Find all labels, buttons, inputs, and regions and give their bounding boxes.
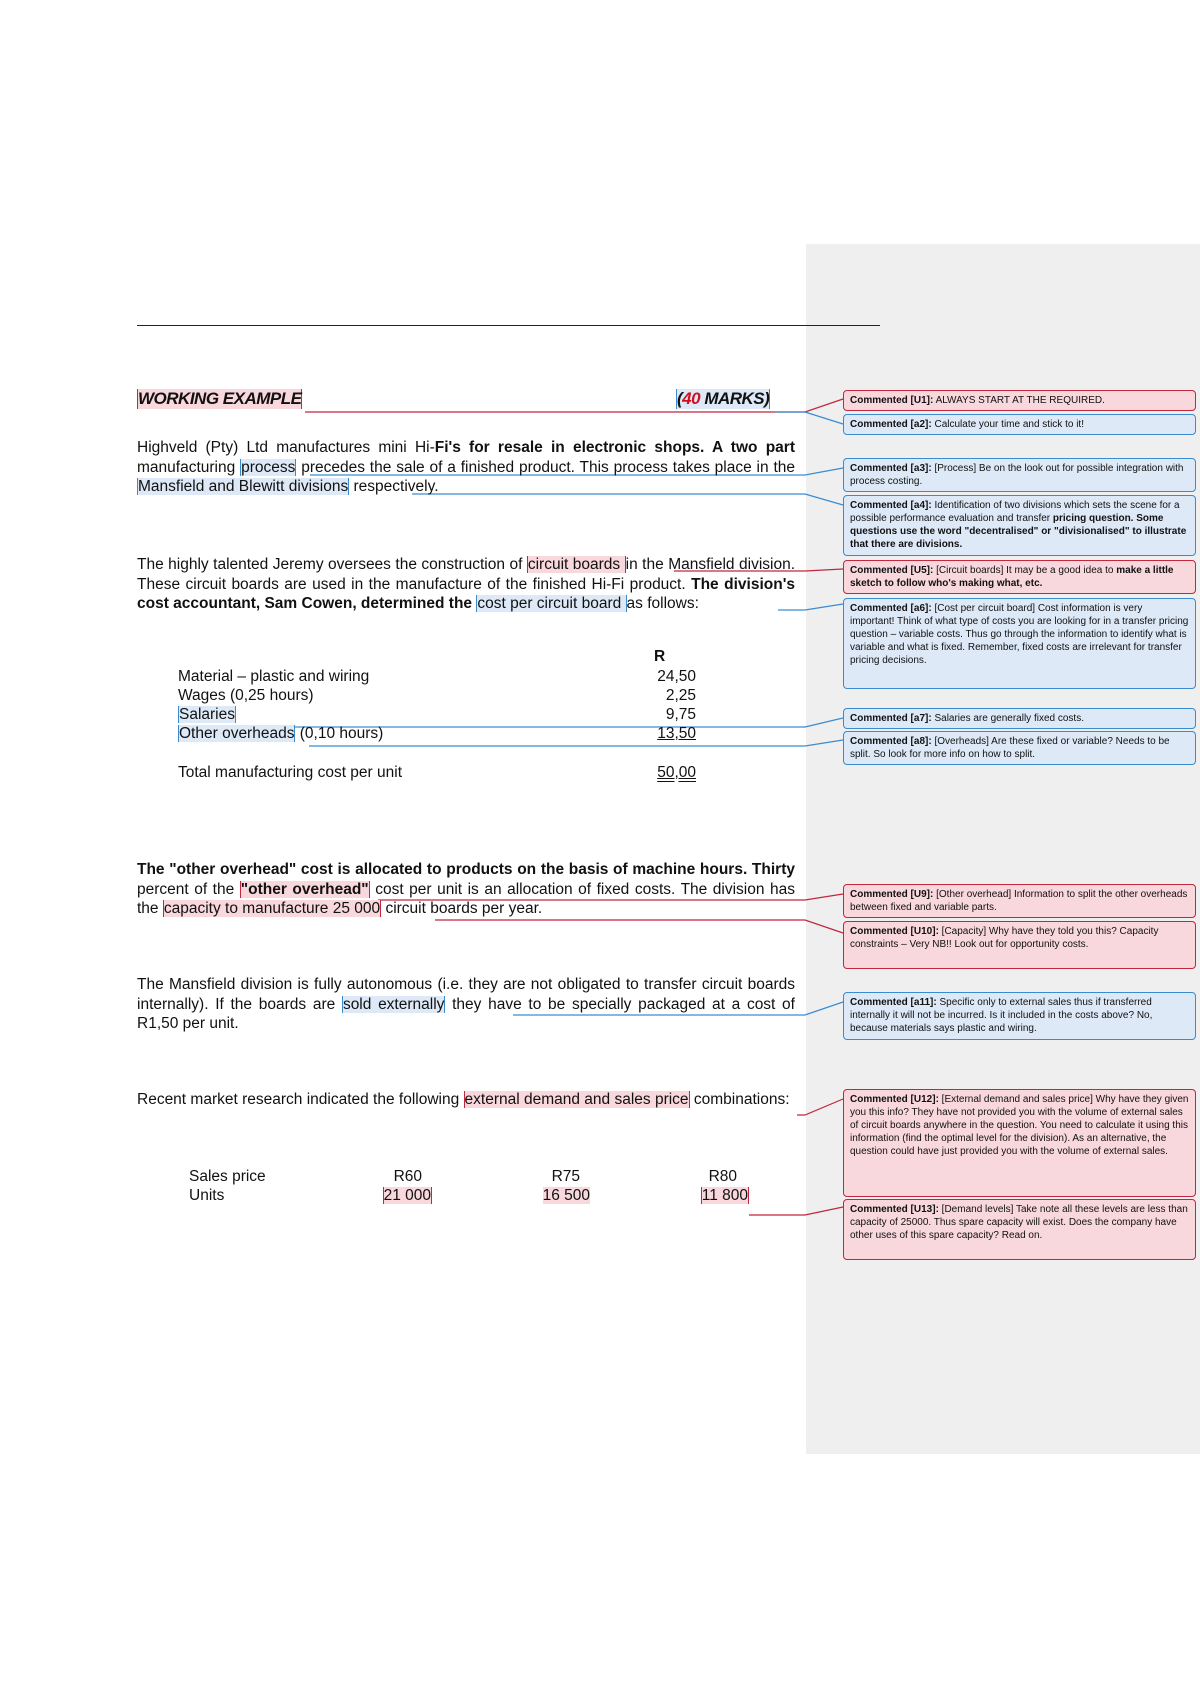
comment-label: Commented [U10]: — [850, 926, 939, 937]
paragraph-autonomous — [137, 975, 795, 1034]
cost-value-wages: 2,25 — [665, 687, 696, 704]
comment-a3[interactable] — [843, 458, 1196, 492]
cost-value-salaries: 9,75 — [665, 706, 696, 723]
connector-u10 — [435, 920, 843, 933]
connector-a8 — [309, 740, 843, 746]
text-run: they have to be specially packaged at a cost of R1,50 per unit. — [137, 995, 795, 1032]
comment-text: [Process] Be on the look out for possible integration with process costing. — [850, 463, 1184, 487]
comment-text: [Other overhead] Information to split the other overheads between fixed and variable parts. — [850, 889, 1188, 913]
text-run-bold: Fi's for resale in electronic shops. A two part — [434, 439, 795, 456]
connector-u13 — [749, 1207, 843, 1215]
price-cell: R75 — [551, 1168, 580, 1185]
paragraph-market-research — [137, 1090, 795, 1110]
paragraph-circuit-boards — [137, 555, 795, 614]
comment-text: [External demand and sales price] Why have they given you this info? They have not provided you with the volume of external sales of circuit boards anywhere in the question. You need to calculate it using this information (find the optimal level for the division). As an alternative, the question could have just provided you with the volume of external sales. — [850, 1094, 1189, 1157]
comment-u10[interactable] — [843, 921, 1196, 969]
comment-anchor-other-overhead[interactable]: "other overhead" — [240, 880, 369, 898]
text-run: precedes the sale of a finished product. This process takes place in the — [296, 458, 796, 476]
currency-header: R — [654, 648, 666, 665]
comment-label: Commented [a8]: — [850, 736, 932, 747]
text-run: combinations: — [689, 1091, 790, 1108]
title-text: WORKING EXAMPLE — [138, 389, 302, 408]
text-run: percent of the — [137, 880, 240, 898]
comment-text-bold: make a little sketch to follow who's making what, etc. — [850, 565, 1174, 589]
cost-value-overheads: 13,50 — [657, 725, 696, 742]
connector-a2 — [775, 412, 843, 424]
comment-anchor-salaries[interactable]: Salaries — [179, 706, 235, 723]
comment-label: Commented [a3]: — [850, 463, 932, 474]
comment-text: Identification of two divisions which sets the scene for a possible performance evaluation and transfer — [850, 500, 1180, 524]
comment-a2[interactable] — [843, 414, 1196, 435]
comment-anchor-cost-per-board[interactable]: cost per circuit board — [477, 595, 626, 612]
comment-anchor-process[interactable]: process — [241, 458, 296, 476]
total-label: Total manufacturing cost per unit — [178, 764, 403, 781]
comment-a7[interactable] — [843, 708, 1196, 729]
cost-label-overheads — [178, 724, 383, 744]
text-run: Highveld (Pty) Ltd manufactures mini Hi- — [137, 439, 435, 456]
comment-a8[interactable] — [843, 731, 1196, 765]
comment-text: ALWAYS START AT THE REQUIRED. — [933, 395, 1105, 406]
marks-number: 40 — [682, 389, 701, 408]
comment-text-bold: pricing question. Some questions use the word "decentralised" or "divisionalised" to illustrate that there are divisions. — [850, 513, 1187, 550]
comment-text: Specific only to external sales thus if transferred internally it will not be incurred. Is it included in the costs above? No, because materials says plastic and wiring. — [850, 997, 1153, 1034]
comment-anchor-capacity[interactable]: capacity to manufacture 25 000 — [163, 900, 381, 917]
comment-label: Commented [a6]: — [850, 603, 932, 614]
marks-label — [676, 389, 770, 409]
page-title — [137, 389, 302, 409]
cost-value-material: 24,50 — [657, 668, 696, 685]
comment-text: [Capacity] Why have they told you this? Capacity constraints – Very NB!! Look out for opportunity costs. — [850, 926, 1159, 950]
comment-anchor-sold-externally[interactable]: sold externally — [342, 995, 445, 1013]
text-run: Recent market research indicated the following — [137, 1091, 464, 1108]
comment-text: [Circuit boards] It may be a good idea to — [933, 565, 1117, 576]
comment-label: Commented [a2]: — [850, 419, 932, 430]
comment-u12[interactable] — [843, 1089, 1196, 1197]
comment-text: [Overheads] Are these fixed or variable? Needs to be split. So look for more info on how to split. — [850, 736, 1170, 760]
comment-u13[interactable] — [843, 1199, 1196, 1260]
comment-text: [Cost per circuit board] Cost information is very important! Think of what type of costs you are looking for in a transfer pricing question – variable costs. Thus go through the information to identify what is variable and what is fixed. Remember, fixed costs are irrelevant for transfer pricing decisions. — [850, 603, 1189, 666]
price-cell: R80 — [708, 1168, 737, 1185]
paragraph-other-overhead — [137, 860, 795, 919]
comment-label: Commented [a11]: — [850, 997, 937, 1008]
comment-anchor-overheads[interactable]: Other overheads — [179, 725, 295, 742]
text-run: The highly talented Jeremy oversees the construction of — [137, 556, 527, 573]
comment-u9[interactable] — [843, 884, 1196, 918]
comment-anchor-units[interactable]: 16 500 — [542, 1187, 590, 1204]
connector-u12 — [797, 1099, 843, 1115]
comment-anchor-divisions[interactable]: Mansfield and Blewitt divisions — [138, 478, 349, 495]
comment-label: Commented [U12]: — [850, 1094, 939, 1105]
text-run: (0,10 hours) — [295, 725, 384, 742]
comment-label: Commented [U5]: — [850, 565, 934, 576]
cost-label-wages: Wages (0,25 hours) — [178, 687, 314, 704]
units-cell — [677, 1186, 749, 1206]
price-cell: R60 — [393, 1168, 422, 1185]
comment-label: Commented [U13]: — [850, 1204, 939, 1215]
comment-text: Calculate your time and stick to it! — [931, 419, 1084, 430]
marks-open: ( — [677, 389, 683, 408]
text-run: in the Mansfield division. These circuit boards are used in the manufacture of the finished Hi-Fi product. — [137, 556, 795, 593]
cost-label-material: Material – plastic and wiring — [178, 668, 370, 685]
comment-text: [Demand levels] Take note all these levels are less than capacity of 25000. Thus spare capacity will exist. Does the company have other uses of this spare capacity? Read on. — [850, 1204, 1188, 1241]
paragraph-intro — [137, 438, 795, 497]
text-run: respectively. — [349, 478, 439, 495]
cost-label-salaries — [178, 705, 236, 725]
text-run: circuit boards per year. — [381, 900, 543, 917]
comment-anchor-units[interactable]: 11 800 — [701, 1187, 748, 1204]
comment-u1[interactable] — [843, 390, 1196, 411]
text-run-bold: The division's cost accountant, Sam Cowen, determined the — [137, 575, 795, 612]
text-run: cost per unit is an allocation of fixed costs. The division has the — [137, 880, 796, 917]
text-run-bold: The "other overhead" cost is allocated to products on the basis of machine hours. Thirty — [137, 861, 795, 878]
comment-label: Commented [U1]: — [850, 395, 934, 406]
comment-label: Commented [a4]: — [850, 500, 932, 511]
comment-label: Commented [a7]: — [850, 713, 932, 724]
comment-a11[interactable] — [843, 992, 1196, 1040]
text-run: as follows: — [626, 595, 699, 612]
comment-anchor-external-demand[interactable]: external demand and sales price — [464, 1091, 689, 1108]
comment-a4[interactable] — [843, 495, 1196, 556]
comment-u5[interactable] — [843, 560, 1196, 594]
comment-a6[interactable] — [843, 598, 1196, 689]
sales-price-label: Sales price — [189, 1168, 266, 1185]
units-cell — [362, 1186, 432, 1206]
units-label: Units — [189, 1187, 225, 1204]
comment-anchor-circuit-boards[interactable]: circuit boards — [527, 556, 625, 573]
marks-text: MARKS) — [700, 389, 770, 408]
text-run: The Mansfield division is fully autonomous (i.e. they are not obligated to transfer circuit boards internally). If the boards are — [137, 976, 795, 1013]
comment-label: Commented [U9]: — [850, 889, 934, 900]
total-value: 50,00 — [657, 764, 696, 781]
comment-anchor-units[interactable]: 21 000 — [383, 1187, 431, 1204]
text-run: manufacturing — [137, 458, 241, 476]
comment-text: Salaries are generally fixed costs. — [931, 713, 1084, 724]
units-cell — [520, 1186, 590, 1206]
